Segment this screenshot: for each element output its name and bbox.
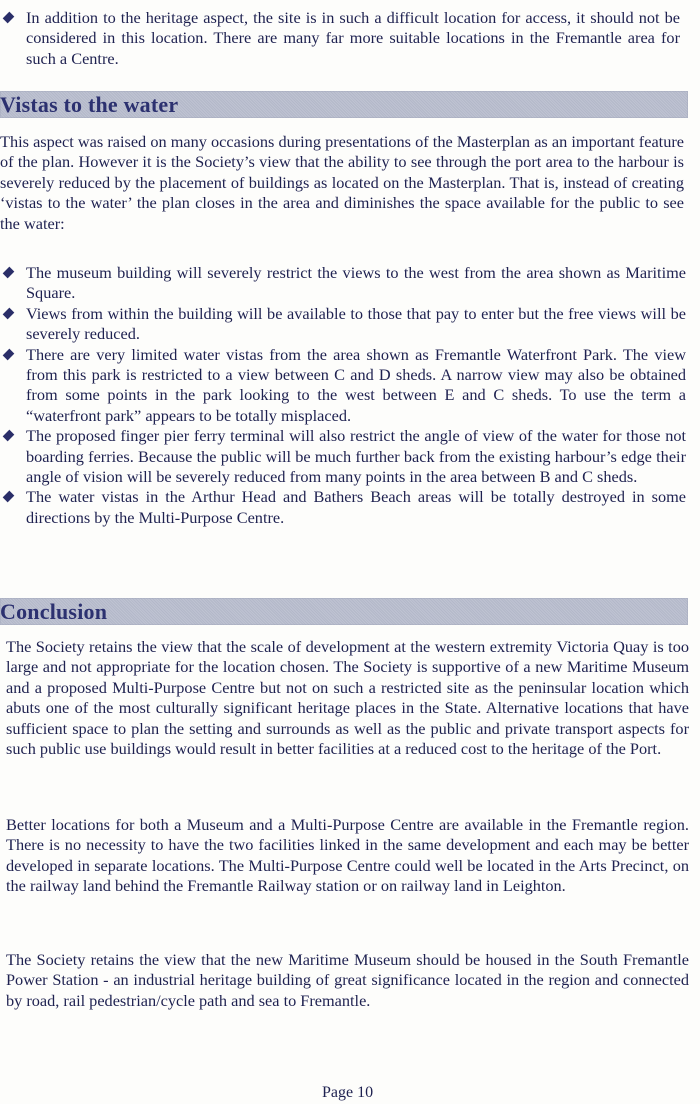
diamond-bullet-icon: [3, 348, 15, 360]
conclusion-paragraph: The Society retains the view that the scale of development at the western extremity Victoria Quay is too large and not appropriate for the location chosen. The Society is supportive of a new Maritime Museum and a proposed Multi-Purpose Centre but not on such a restricted site as the peninsular location which abuts one of the most culturally significant heritage places in the State. Alternative locations that have sufficient space to plan the setting and surrounds as well as the public and private transport aspects for such public use buildings would result in better facilities at a reduced cost to the heritage of the Port.: [6, 637, 689, 759]
diamond-bullet-icon: [3, 307, 15, 319]
bullet-item: [0, 263, 686, 304]
bullet-text: The museum building will severely restrict the views to the west from the area shown as Maritime Square.: [26, 263, 686, 303]
bullet-item: [0, 304, 686, 345]
section-heading-conclusion: Conclusion: [0, 599, 108, 624]
section-heading-bar: [0, 598, 688, 625]
vistas-paragraph: This aspect was raised on many occasions during presentations of the Masterplan as an important feature of the plan. However it is the Society’s view that the ability to see through the port area to the harbour is severely reduced by the placement of buildings as located on the Masterplan. That is, instead of creating ‘vistas to the water’ the plan closes in the area and diminishes the space available for the public to see the water:: [0, 132, 684, 233]
page-number: Page 10: [322, 1084, 374, 1101]
section-heading-bar: [0, 91, 688, 118]
diamond-bullet-icon: [3, 491, 15, 503]
bullet-text: Views from within the building will be available to those that pay to enter but the free views will be severely reduced.: [26, 303, 686, 344]
conclusion-paragraph: Better locations for both a Museum and a Multi-Purpose Centre are available in the Fremantle region. There is no necessity to have the two facilities linked in the same development and each may be better developed in separate locations. The Multi-Purpose Centre could well be located in the Arts Precinct, on the railway land behind the Fremantle Railway station or on railway land in Leighton.: [6, 815, 689, 896]
diamond-bullet-icon: [3, 12, 15, 24]
bullet-text: In addition to the heritage aspect, the site is in such a difficult location for access, it should not be considered in this location. There are many far more suitable locations in the Fremantle area for such a Centre.: [26, 8, 680, 68]
vistas-bullet-list: [0, 263, 686, 528]
bullet-text: The proposed finger pier ferry terminal will also restrict the angle of view of the water for those not boarding ferries. Because the public will be much further back from the existing harbour’s edge their angle of vision will be severely reduced from many points in the area between B and C sheds.: [26, 426, 686, 487]
top-bullet-list: [0, 8, 680, 69]
diamond-bullet-icon: [3, 430, 15, 442]
bullet-item: [0, 8, 680, 69]
diamond-bullet-icon: [3, 267, 15, 279]
bullet-item: [0, 487, 686, 528]
bullet-text: There are very limited water vistas from the area shown as Fremantle Waterfront Park. The view from this park is restricted to a view between C and D sheds. A narrow view may also be obtained from some points in the park looking to the west between E and C sheds. To use the term a “waterfront park” appears to be totally misplaced.: [26, 344, 686, 425]
bullet-text: The water vistas in the Arthur Head and Bathers Beach areas will be totally destroyed in some directions by the Multi-Purpose Centre.: [26, 487, 686, 527]
conclusion-paragraph: The Society retains the view that the new Maritime Museum should be housed in the South Fremantle Power Station - an industrial heritage building of great significance located in the region and connected by road, rail pedestrian/cycle path and sea to Fremantle.: [6, 950, 689, 1010]
section-heading-vistas: Vistas to the water: [0, 92, 179, 117]
bullet-item: [0, 426, 686, 487]
bullet-item: [0, 345, 686, 427]
